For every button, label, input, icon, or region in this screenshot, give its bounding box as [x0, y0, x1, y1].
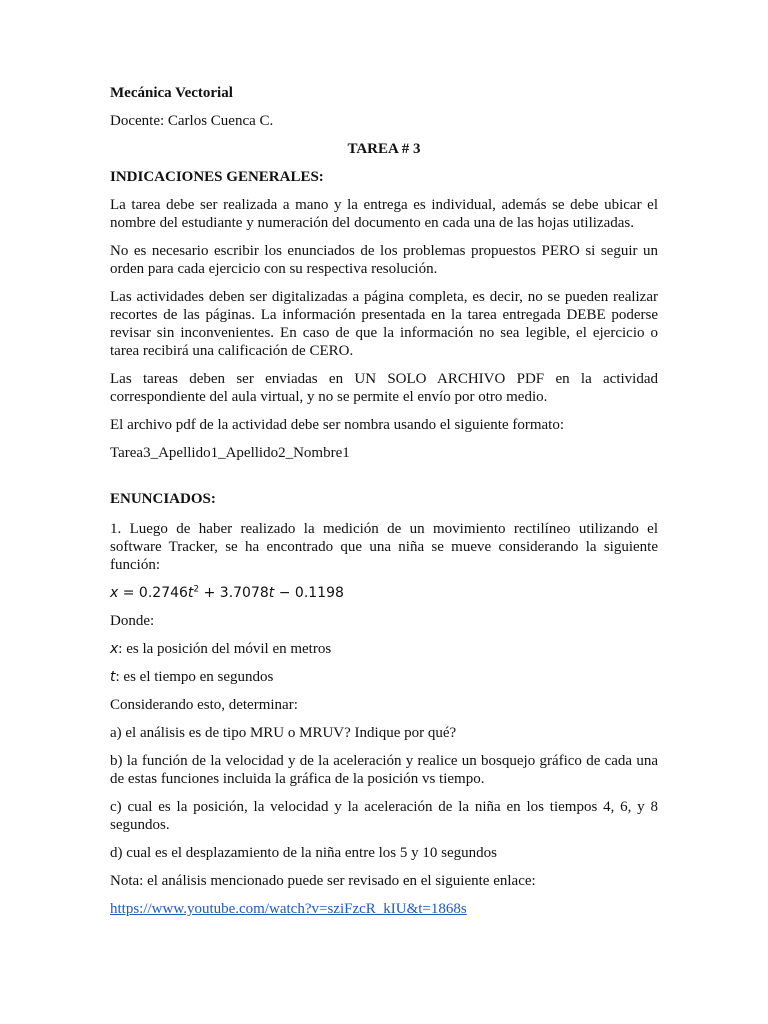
variable-t-definition: t: es el tiempo en segundos: [110, 669, 274, 685]
item-a: a) el análisis es de tipo MRU o MRUV? Indique por qué?: [110, 725, 457, 741]
variable-x-definition: x: es la posición del móvil en metros: [110, 641, 332, 657]
problem-1-intro: 1. Luego de haber realizado la medición de un movimiento rectilíneo utilizando el software Tracker, se ha encontrado que una niña se mueve considerando la siguiente función:: [110, 521, 658, 573]
considering-line: Considerando esto, determinar:: [110, 697, 298, 713]
item-b: b) la función de la velocidad y de la aceleración y realice un bosquejo gráfico de cada una de estas funciones incluida la gráfica de la posición vs tiempo.: [110, 753, 658, 787]
general-paragraph-1: La tarea debe ser realizada a mano y la entrega es individual, además se debe ubicar el nombre del estudiante y numeración del documento en cada una de las hojas utilizadas.: [110, 197, 658, 231]
statements-heading: ENUNCIADOS:: [110, 491, 216, 507]
general-heading: INDICACIONES GENERALES:: [110, 169, 324, 185]
item-d: d) cual es el desplazamiento de la niña entre los 5 y 10 segundos: [110, 845, 497, 861]
donde-label: Donde:: [110, 613, 155, 629]
note-line: Nota: el análisis mencionado puede ser revisado en el siguiente enlace:: [110, 873, 536, 889]
document-page: [110, 84, 658, 918]
video-link[interactable]: https://www.youtube.com/watch?v=sziFzcR_kIU&t=1868s: [110, 901, 467, 917]
general-paragraph-2: No es necesario escribir los enunciados de los problemas propuestos PERO si seguir un orden para cada ejercicio con su respectiva resolución.: [110, 243, 658, 277]
course-title: Mecánica Vectorial: [110, 85, 233, 101]
teacher-line: Docente: Carlos Cuenca C.: [110, 113, 274, 129]
general-paragraph-4: Las tareas deben ser enviadas en UN SOLO ARCHIVO PDF en la actividad correspondiente del aula virtual, y no se permite el envío por otro medio.: [110, 371, 658, 405]
position-equation: $x = 0.2746t^2 + 3.7078t - 0.1198$: [110, 584, 344, 601]
general-paragraph-3: Las actividades deben ser digitalizadas a página completa, es decir, no se pueden realizar recortes de las páginas. La información presentada en la tarea entregada DEBE poderse revisar sin inconvenientes. En caso de que la información no sea legible, el ejercicio o tarea recibirá una calificación de CERO.: [110, 289, 658, 359]
assignment-title: TAREA # 3: [347, 141, 421, 157]
item-c: c) cual es la posición, la velocidad y la aceleración de la niña en los tiempos 4, 6, y 8 segundos.: [110, 799, 658, 833]
file-name-format: Tarea3_Apellido1_Apellido2_Nombre1: [110, 445, 350, 461]
general-paragraph-5: El archivo pdf de la actividad debe ser nombra usando el siguiente formato:: [110, 417, 565, 433]
video-link-paragraph: [110, 900, 658, 918]
